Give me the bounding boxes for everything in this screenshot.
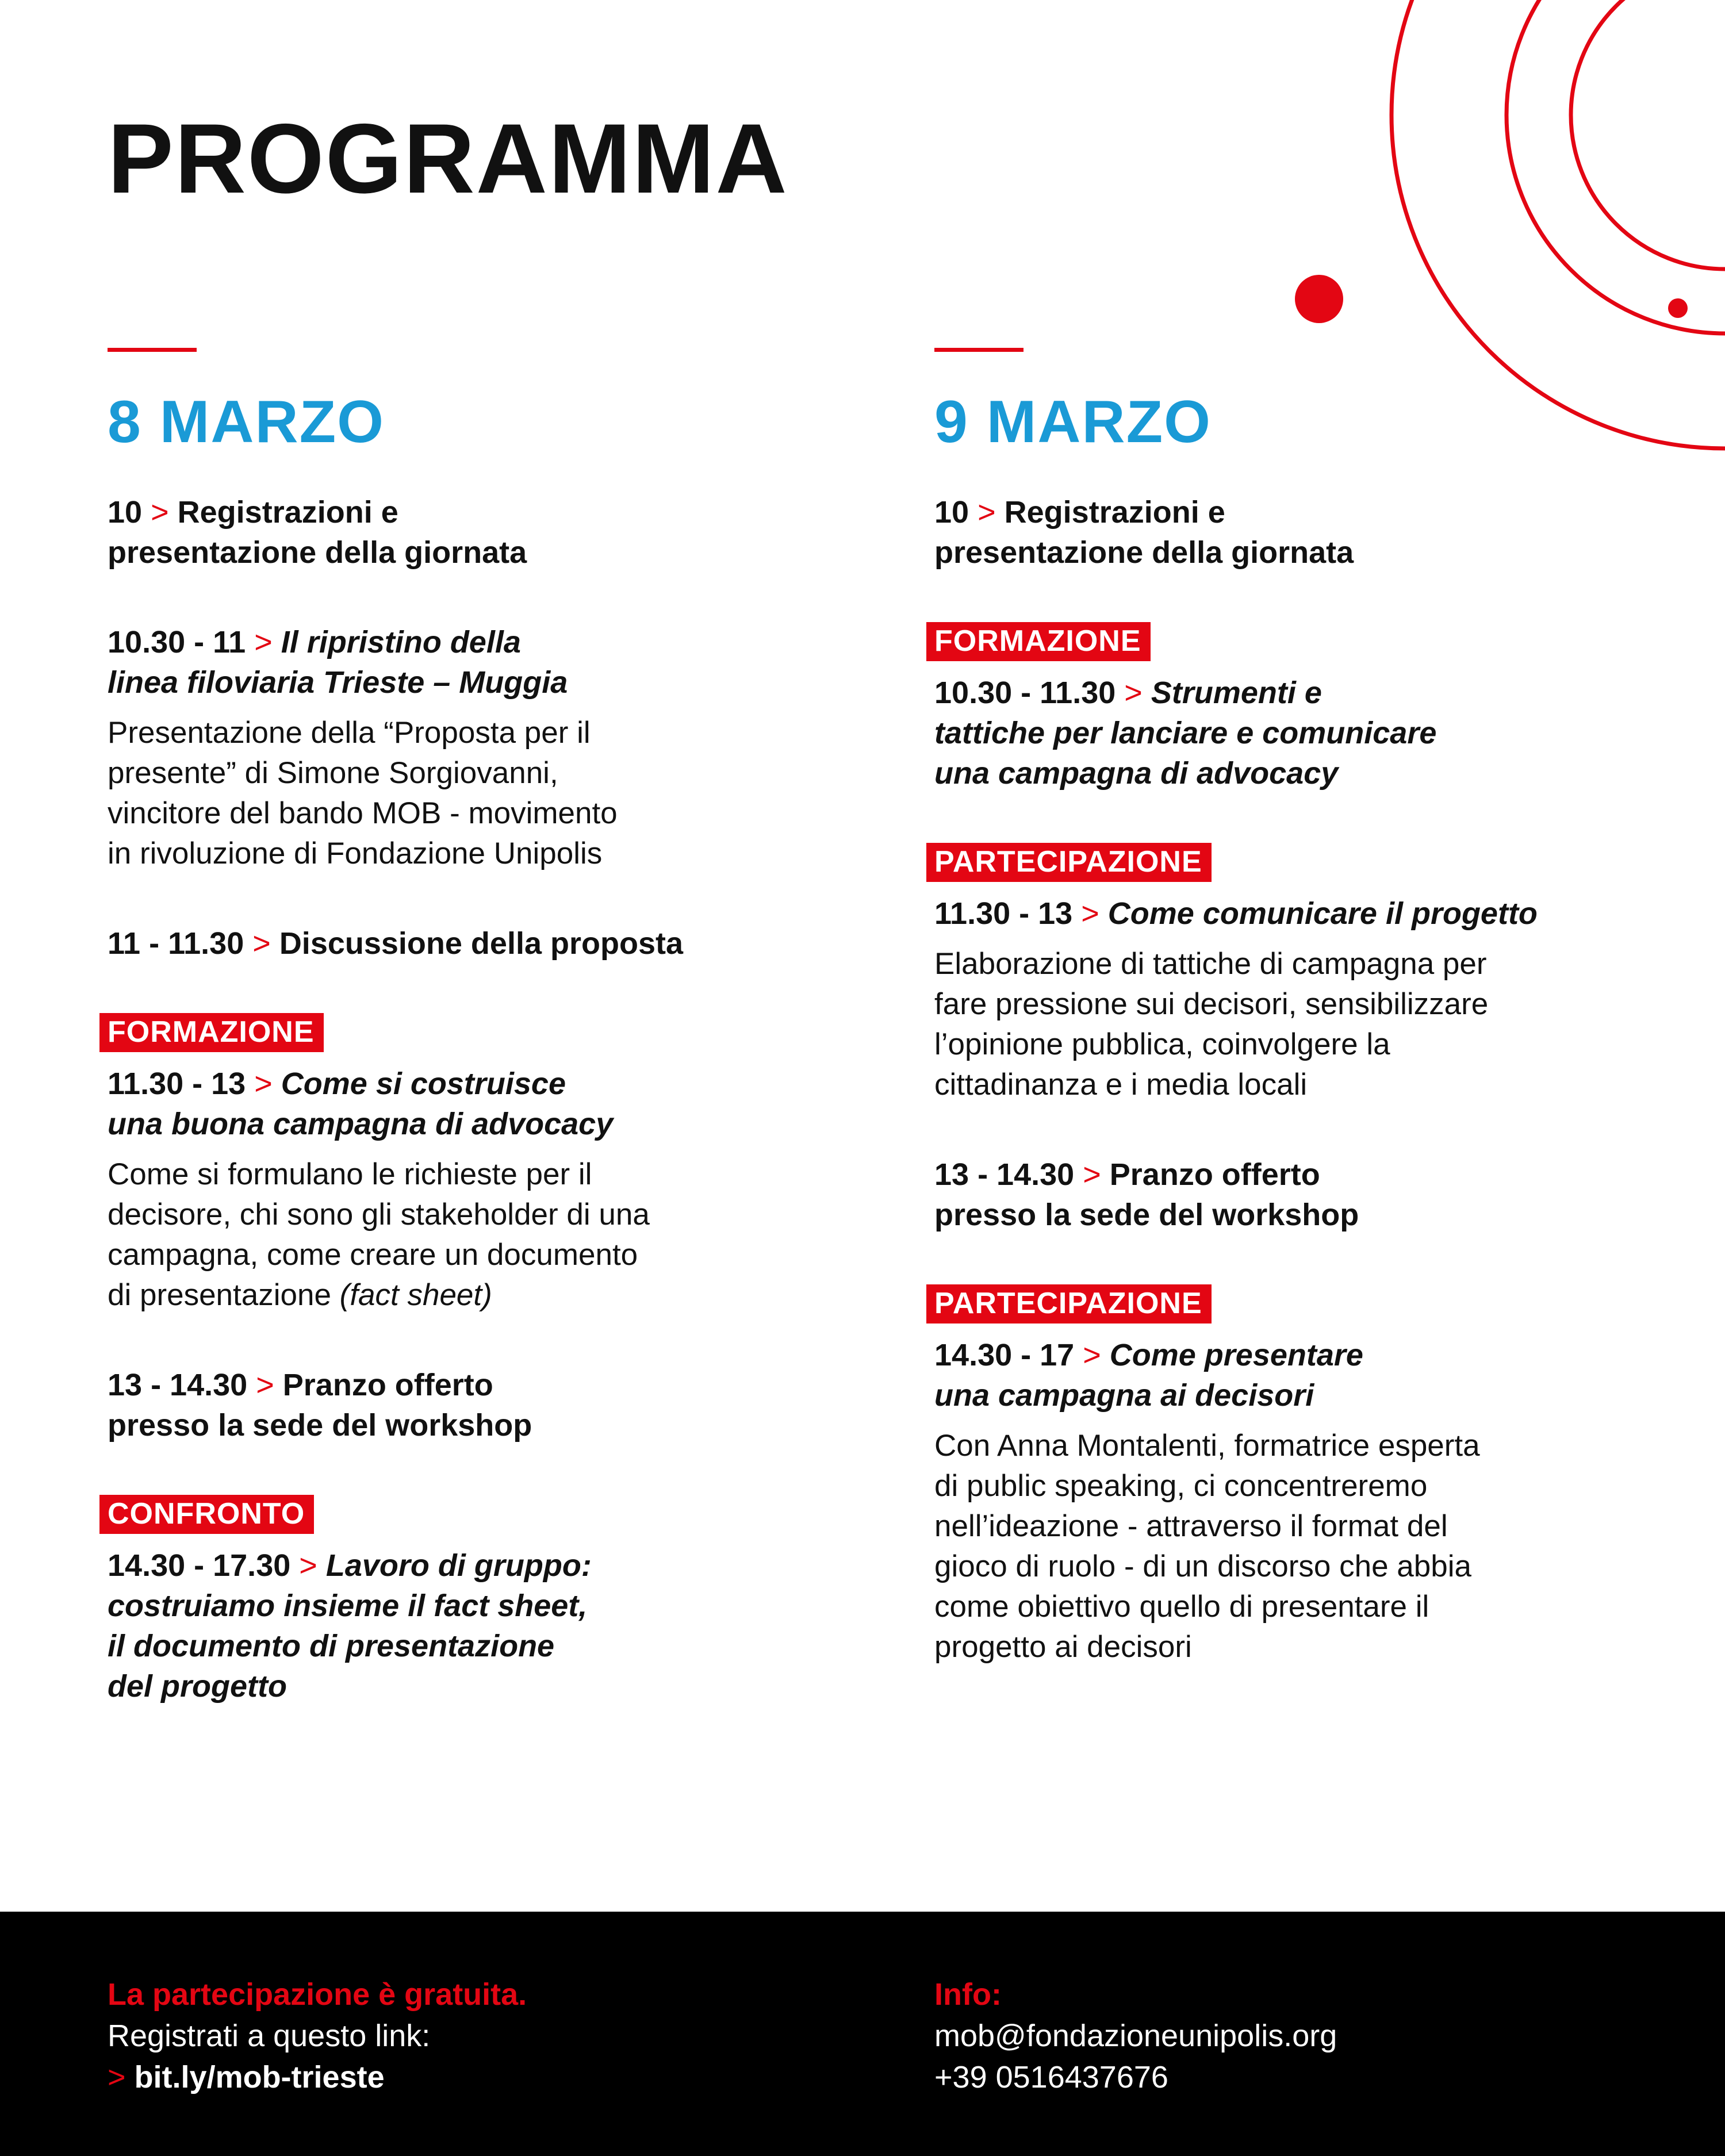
item-topic: una buona campagna di advocacy [108, 1107, 614, 1141]
item-topic: Pranzo offerto [282, 1368, 493, 1402]
arrow-icon: > [252, 926, 271, 961]
divider [108, 348, 197, 352]
arrow-icon: > [108, 2060, 126, 2094]
arrow-icon: > [1083, 1157, 1101, 1192]
item-time: 14.30 - 17.30 [108, 1548, 291, 1583]
registration-info [108, 1974, 527, 2098]
item-topic: costruiamo insieme il fact sheet, [108, 1589, 588, 1623]
schedule-item [934, 1154, 1601, 1235]
item-time: 14.30 - 17 [934, 1338, 1075, 1372]
item-description: Con Anna Montalenti, formatrice esperta di public speaking, ci concentreremo nell’ideazione - attraverso il format del gioco di ruolo - di un discorso che abbia come obiettivo quello di presentare il progetto ai decisori [934, 1429, 1480, 1664]
item-topic: Lavoro di gruppo: [325, 1548, 592, 1583]
registration-link[interactable] [108, 2057, 527, 2098]
item-time: 11 - 11.30 [108, 926, 244, 961]
arrow-icon: > [256, 1368, 274, 1402]
item-time: 10 [934, 495, 969, 530]
schedule-item [934, 843, 1601, 1105]
schedule-item [934, 492, 1601, 573]
item-topic: tattiche per lanciare e comunicare [934, 716, 1437, 750]
item-topic: del progetto [108, 1669, 287, 1704]
item-topic: Registrazioni e [177, 495, 398, 530]
free-participation-text: La partecipazione è gratuita. [108, 1977, 527, 2012]
footer [0, 1912, 1725, 2156]
item-description: Come si formulano le richieste per il decisore, chi sono gli stakeholder di una campagna, come creare un documento di presentazione (fact sheet) [108, 1157, 650, 1312]
registration-link-text[interactable]: bit.ly/mob-trieste [134, 2060, 385, 2094]
category-badge: FORMAZIONE [99, 1013, 324, 1052]
schedule-item [934, 622, 1601, 793]
schedule-item [108, 1495, 786, 1706]
item-topic: Discussione della proposta [279, 926, 683, 961]
item-time: 10.30 - 11.30 [934, 676, 1116, 710]
category-badge: PARTECIPAZIONE [926, 1284, 1212, 1323]
item-time: 10.30 - 11 [108, 625, 246, 659]
contact-phone[interactable]: +39 0516437676 [934, 2060, 1168, 2094]
arrow-icon: > [254, 625, 273, 659]
arrow-icon: > [299, 1548, 317, 1583]
arrow-icon: > [1083, 1338, 1101, 1372]
item-topic: Come presentare [1109, 1338, 1363, 1372]
item-time: 11.30 - 13 [108, 1067, 246, 1101]
item-topic: Il ripristino della [281, 625, 521, 659]
item-topic: presentazione della giornata [108, 535, 527, 570]
item-topic: Strumenti e [1151, 676, 1322, 710]
category-badge: FORMAZIONE [926, 622, 1151, 661]
day-heading: 8 MARZO [108, 389, 385, 455]
schedule-item [108, 923, 786, 964]
category-badge: CONFRONTO [99, 1495, 314, 1534]
arrow-icon: > [1124, 676, 1143, 710]
arrow-icon: > [977, 495, 996, 530]
page-title: PROGRAMMA [108, 103, 788, 214]
item-time: 13 - 14.30 [108, 1368, 248, 1402]
item-topic: Come si costruisce [281, 1067, 566, 1101]
item-topic: Pranzo offerto [1109, 1157, 1320, 1192]
item-topic: una campagna di advocacy [934, 756, 1339, 791]
item-time: 13 - 14.30 [934, 1157, 1075, 1192]
item-topic: presentazione della giornata [934, 535, 1354, 570]
item-description: Elaborazione di tattiche di campagna per fare pressione sui decisori, sensibilizzare l’opinione pubblica, coinvolgere la cittadinanza e i media locali [934, 947, 1489, 1102]
item-topic: presso la sede del workshop [934, 1198, 1359, 1232]
item-topic: una campagna ai decisori [934, 1378, 1314, 1413]
schedule-item [108, 492, 786, 573]
item-topic: Come comunicare il progetto [1107, 896, 1538, 931]
day-column-8-marzo [108, 348, 786, 1756]
arrow-icon: > [151, 495, 169, 530]
schedule-item [934, 1284, 1601, 1667]
day-column-9-marzo [934, 348, 1601, 1717]
schedule-item [108, 1365, 786, 1445]
info-label: Info: [934, 1977, 1002, 2012]
day-heading: 9 MARZO [934, 389, 1212, 455]
item-topic: linea filoviaria Trieste – Muggia [108, 665, 568, 700]
divider [934, 348, 1023, 352]
item-topic: Registrazioni e [1004, 495, 1225, 530]
item-description: Presentazione della “Proposta per il presente” di Simone Sorgiovanni, vincitore del bando MOB - movimento in rivoluzione di Fondazione Unipolis [108, 716, 618, 870]
arrow-icon: > [254, 1067, 273, 1101]
item-topic: il documento di presentazione [108, 1629, 555, 1663]
contact-info [934, 1974, 1337, 2098]
item-time: 11.30 - 13 [934, 896, 1073, 931]
category-badge: PARTECIPAZIONE [926, 843, 1212, 882]
schedule-item [108, 622, 786, 874]
item-time: 10 [108, 495, 143, 530]
schedule-item [108, 1013, 786, 1315]
item-topic: presso la sede del workshop [108, 1408, 532, 1443]
arrow-icon: > [1081, 896, 1099, 931]
contact-email[interactable]: mob@fondazioneunipolis.org [934, 2019, 1337, 2053]
register-text: Registrati a questo link: [108, 2019, 431, 2053]
